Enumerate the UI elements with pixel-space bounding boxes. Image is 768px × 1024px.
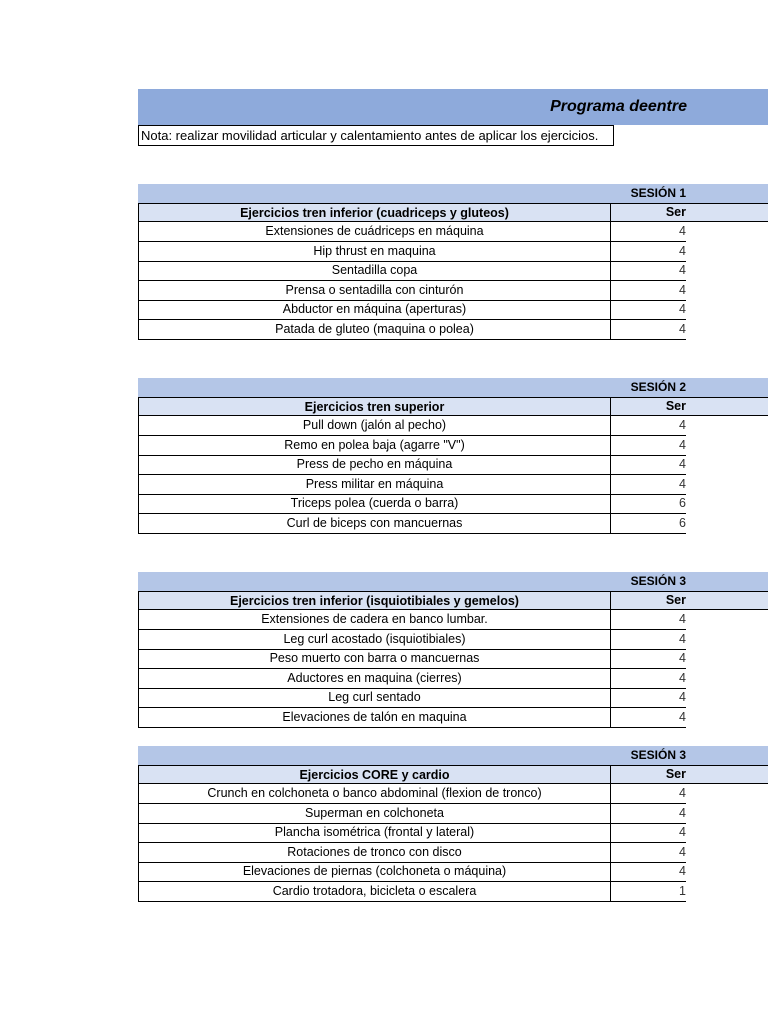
table-row: [138, 823, 768, 843]
table-row: [138, 261, 768, 281]
series-header-label: Ser: [665, 767, 686, 781]
series-header-label: Ser: [665, 399, 686, 413]
session-label: SESIÓN 2: [630, 380, 686, 394]
series-cell: [611, 494, 686, 514]
series-value: 4: [679, 224, 686, 238]
session-header-band: [138, 378, 768, 397]
exercise-name: Leg curl acostado (isquiotibiales): [138, 630, 611, 650]
series-value: 6: [679, 515, 686, 530]
series-value: 4: [679, 437, 686, 452]
series-cell: [611, 436, 686, 456]
series-value: 4: [679, 457, 686, 471]
series-cell: [611, 242, 686, 262]
table-row: [138, 281, 768, 301]
series-cell: [611, 784, 686, 804]
exercise-name: Remo en polea baja (agarre "V"): [138, 436, 611, 456]
series-value: 4: [679, 864, 686, 878]
page-title-end: entre: [647, 98, 687, 115]
series-cell: [611, 514, 686, 534]
table-row: [138, 630, 768, 650]
series-column-header: [611, 765, 768, 784]
series-cell: [611, 843, 686, 863]
exercise-name: Patada de gluteo (maquina o polea): [138, 320, 611, 340]
session-label: SESIÓN 3: [630, 748, 686, 762]
note-text: Nota: realizar movilidad articular y calentamiento antes de aplicar los ejercicios.: [138, 125, 614, 146]
series-value: 4: [679, 612, 686, 626]
exercise-name: Sentadilla copa: [138, 261, 611, 281]
title-bar: [138, 89, 768, 125]
exercise-name: Superman en colchoneta: [138, 804, 611, 824]
series-cell: [611, 669, 686, 689]
table-row: [138, 475, 768, 495]
series-cell: [611, 823, 686, 843]
exercise-name: Elevaciones de piernas (colchoneta o máquina): [138, 862, 611, 882]
series-value: 4: [679, 805, 686, 820]
series-value: 4: [679, 418, 686, 432]
series-cell: [611, 455, 686, 475]
exercise-name: Crunch en colchoneta o banco abdominal (flexion de tronco): [138, 784, 611, 804]
page-title-start: Programa de: [550, 98, 648, 115]
table-row: [138, 804, 768, 824]
table-row: [138, 514, 768, 534]
series-column-header: [611, 203, 768, 222]
exercise-name: Extensiones de cuádriceps en máquina: [138, 222, 611, 242]
exercise-name: Cardio trotadora, bicicleta o escalera: [138, 882, 611, 902]
exercise-column-header: Ejercicios tren superior: [138, 397, 611, 416]
exercise-name: Press de pecho en máquina: [138, 455, 611, 475]
series-cell: [611, 475, 686, 495]
table-row: [138, 862, 768, 882]
series-cell: [611, 610, 686, 630]
series-value: 6: [679, 496, 686, 510]
series-cell: [611, 862, 686, 882]
exercise-name: Elevaciones de talón en maquina: [138, 708, 611, 728]
series-cell: [611, 649, 686, 669]
exercise-name: Leg curl sentado: [138, 688, 611, 708]
series-cell: [611, 320, 686, 340]
table-row: [138, 436, 768, 456]
session-label: SESIÓN 1: [630, 186, 686, 200]
series-cell: [611, 222, 686, 242]
series-value: 4: [679, 651, 686, 665]
table-row: [138, 708, 768, 728]
series-header-label: Ser: [665, 593, 686, 607]
series-value: 4: [679, 302, 686, 316]
session-header-band: [138, 184, 768, 203]
table-header-row: [138, 765, 768, 784]
series-value: 4: [679, 282, 686, 297]
series-value: 4: [679, 786, 686, 800]
series-value: 4: [679, 825, 686, 839]
table-row: [138, 882, 768, 902]
exercise-column-header: Ejercicios CORE y cardio: [138, 765, 611, 784]
exercise-name: Abductor en máquina (aperturas): [138, 300, 611, 320]
exercise-column-header: Ejercicios tren inferior (isquiotibiales y gemelos): [138, 591, 611, 610]
table-row: [138, 455, 768, 475]
series-header-label: Ser: [665, 205, 686, 219]
series-cell: [611, 261, 686, 281]
table-row: [138, 242, 768, 262]
session-block-3: [138, 572, 768, 727]
exercise-name: Plancha isométrica (frontal y lateral): [138, 823, 611, 843]
exercise-column-header: Ejercicios tren inferior (cuadriceps y gluteos): [138, 203, 611, 222]
series-value: 4: [679, 844, 686, 859]
series-cell: [611, 416, 686, 436]
session-header-band: [138, 746, 768, 765]
exercise-name: Rotaciones de tronco con disco: [138, 843, 611, 863]
table-row: [138, 610, 768, 630]
table-row: [138, 649, 768, 669]
series-cell: [611, 708, 686, 728]
series-cell: [611, 300, 686, 320]
exercise-name: Pull down (jalón al pecho): [138, 416, 611, 436]
exercise-name: Triceps polea (cuerda o barra): [138, 494, 611, 514]
table-row: [138, 222, 768, 242]
table-row: [138, 300, 768, 320]
session-block-4: [138, 746, 768, 901]
series-cell: [611, 804, 686, 824]
exercise-name: Hip thrust en maquina: [138, 242, 611, 262]
page-title: [138, 89, 687, 125]
session-label: SESIÓN 3: [630, 574, 686, 588]
series-column-header: [611, 591, 768, 610]
table-header-row: [138, 203, 768, 222]
series-value: 4: [679, 263, 686, 277]
series-cell: [611, 882, 686, 902]
table-row: [138, 843, 768, 863]
table-row: [138, 494, 768, 514]
series-cell: [611, 688, 686, 708]
series-column-header: [611, 397, 768, 416]
series-cell: [611, 281, 686, 301]
session-header-band: [138, 572, 768, 591]
exercise-name: Curl de biceps con mancuernas: [138, 514, 611, 534]
series-value: 4: [679, 321, 686, 336]
exercise-name: Prensa o sentadilla con cinturón: [138, 281, 611, 301]
series-value: 1: [679, 883, 686, 898]
session-block-1: [138, 184, 768, 339]
table-row: [138, 320, 768, 340]
table-row: [138, 784, 768, 804]
table-header-row: [138, 397, 768, 416]
series-value: 4: [679, 243, 686, 258]
series-value: 4: [679, 690, 686, 704]
table-row: [138, 688, 768, 708]
session-block-2: [138, 378, 768, 533]
table-row: [138, 669, 768, 689]
series-value: 4: [679, 476, 686, 491]
series-cell: [611, 630, 686, 650]
exercise-name: Peso muerto con barra o mancuernas: [138, 649, 611, 669]
exercise-name: Press militar en máquina: [138, 475, 611, 495]
table-header-row: [138, 591, 768, 610]
series-value: 4: [679, 670, 686, 685]
exercise-name: Extensiones de cadera en banco lumbar.: [138, 610, 611, 630]
exercise-name: Aductores en maquina (cierres): [138, 669, 611, 689]
series-value: 4: [679, 631, 686, 646]
series-value: 4: [679, 709, 686, 724]
table-row: [138, 416, 768, 436]
